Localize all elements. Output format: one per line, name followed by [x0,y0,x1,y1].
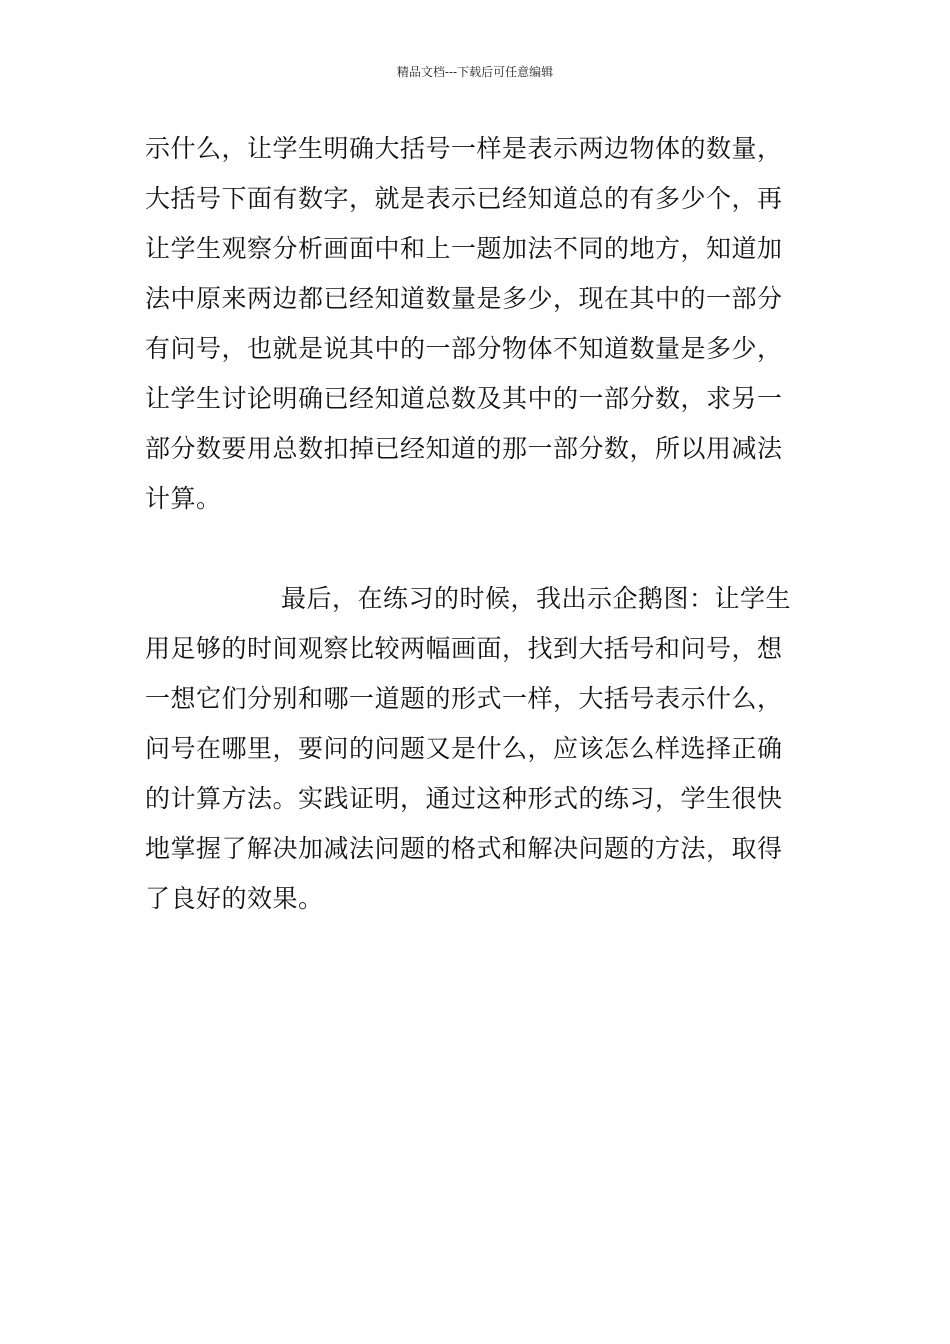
paragraph-line: 计算。 [145,484,222,513]
paragraph-line: 的计算方法。实践证明，通过这种形式的练习，学生很快 [145,784,783,813]
paragraph-line: 示什么，让学生明确大括号一样是表示两边物体的数量， [145,134,783,163]
paragraph-1 [145,124,807,524]
paragraph-2 [145,574,807,924]
paragraph-line: 让学生讨论明确已经知道总数及其中的一部分数，求另一 [145,384,783,413]
paragraph-line: 问号在哪里，要问的问题又是什么，应该怎么样选择正确 [145,734,783,763]
page-header: 精品文档---下载后可任意编辑 [396,65,554,79]
paragraph-line: 部分数要用总数扣掉已经知道的那一部分数，所以用减法 [145,434,783,463]
paragraph-line: 法中原来两边都已经知道数量是多少，现在其中的一部分 [145,284,783,313]
paragraph-line: 最后，在练习的时候，我出示企鹅图：让学生 [281,584,792,613]
paragraph-line: 了良好的效果。 [145,884,324,913]
paragraph-line: 用足够的时间观察比较两幅画面，找到大括号和问号，想 [145,634,783,663]
paragraph-line: 大括号下面有数字，就是表示已经知道总的有多少个，再 [145,184,783,213]
paragraph-line: 让学生观察分析画面中和上一题加法不同的地方，知道加 [145,234,783,263]
paragraph-line: 地掌握了解决加减法问题的格式和解决问题的方法，取得 [145,834,783,863]
paragraph-line: 一想它们分别和哪一道题的形式一样，大括号表示什么， [145,684,783,713]
paragraph-line: 有问号，也就是说其中的一部分物体不知道数量是多少， [145,334,783,363]
